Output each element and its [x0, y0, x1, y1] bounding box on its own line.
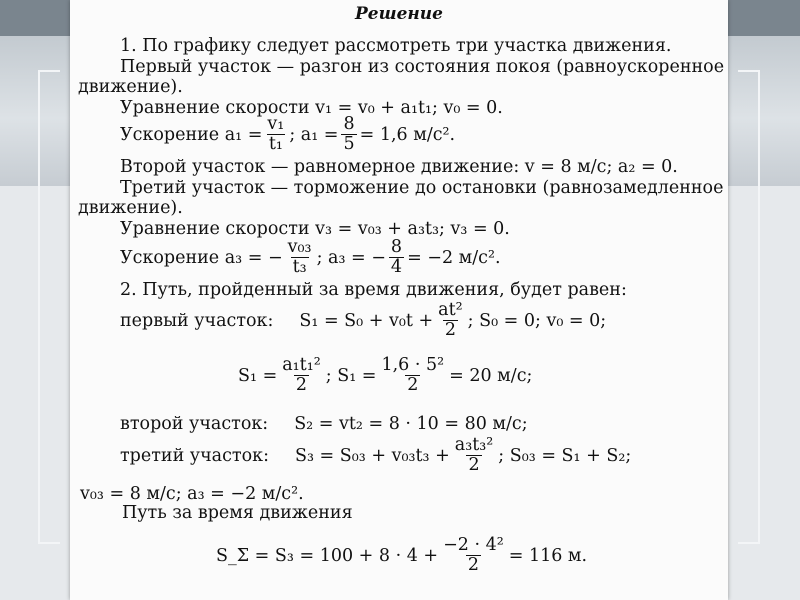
segment3-line2: движение).	[78, 198, 183, 218]
acc3-value-denominator: 4	[390, 257, 403, 277]
segment2-line: Второй участок — равномерное движение: v = 8 м/с; a₂ = 0.	[120, 157, 678, 177]
segment1-distance-value	[238, 356, 532, 395]
given-values: v₀₃ = 8 м/с; a₃ = −2 м/с².	[80, 484, 304, 504]
s1b-numerator: a₁t₁²	[282, 355, 321, 375]
slide-frame-right	[738, 70, 760, 544]
solution-page	[70, 0, 728, 600]
segment3-distance-formula	[120, 436, 631, 475]
speed-equation-1: Уравнение скорости v₁ = v₀ + a₁t₁; v₀ = 0.	[120, 98, 503, 118]
acceleration-1-formula	[120, 115, 455, 154]
acc3-denominator: t₃	[292, 257, 307, 277]
acc1-value-fraction	[341, 115, 356, 154]
acc3-mid: ; a₃ = −	[316, 247, 386, 268]
s1b-value-denominator: 2	[407, 375, 419, 395]
segment3-line1: Третий участок — торможение до остановки (равнозамедленное	[120, 178, 724, 198]
part1-line3: движение).	[78, 77, 183, 97]
final-numerator: −2 · 4²	[443, 535, 504, 555]
s3-fraction	[453, 436, 496, 475]
s1-label: первый участок:	[120, 310, 274, 331]
acc3-numerator: v₀₃	[287, 237, 312, 257]
s1b-value-numerator: 1,6 · 5²	[381, 355, 445, 375]
acc1-result: = 1,6 м/с².	[359, 124, 456, 145]
s1b-value-fraction	[379, 356, 446, 395]
s3-tail: ; S₀₃ = S₁ + S₂;	[498, 445, 632, 466]
part1-line1: 1. По графику следует рассмотреть три участка движения.	[120, 36, 672, 56]
final-denominator: 2	[467, 555, 479, 575]
segment2-distance-formula	[120, 414, 528, 434]
s1-denominator: 2	[444, 320, 456, 340]
acceleration-3-formula	[120, 238, 501, 277]
s1-tail: ; S₀ = 0; v₀ = 0;	[467, 310, 607, 331]
acc1-value-denominator: 5	[343, 134, 355, 154]
s3-label: третий участок:	[120, 445, 269, 466]
acc1-label: Ускорение a₁ =	[120, 124, 263, 145]
acc1-numerator: v₁	[267, 114, 285, 134]
s2-expression: S₂ = vt₂ = 8 · 10 = 80 м/с;	[294, 414, 528, 434]
acc1-fraction	[265, 115, 286, 154]
s1b-denominator: 2	[295, 375, 308, 395]
s3-expression: S₃ = S₀₃ + v₀₃t₃ +	[294, 445, 450, 466]
solution-title: Решение	[355, 4, 443, 24]
s3-numerator: a₃t₃²	[454, 435, 494, 455]
total-distance-formula	[216, 536, 587, 575]
acc3-value-fraction	[389, 238, 404, 277]
acc3-result: = −2 м/с².	[407, 247, 501, 268]
s1-fraction	[436, 301, 464, 340]
s3-denominator: 2	[468, 455, 480, 475]
s1b-mid: ; S₁ =	[325, 365, 377, 386]
s1b-lhs: S₁ =	[238, 365, 278, 386]
acc3-value-numerator: 8	[390, 237, 403, 257]
final-result: = 116 м.	[508, 545, 588, 566]
s2-label: второй участок:	[120, 414, 269, 434]
s1b-result: = 20 м/с;	[449, 365, 533, 386]
final-fraction	[441, 536, 506, 575]
path-label: Путь за время движения	[122, 503, 353, 523]
acc1-denominator: t₁	[268, 134, 283, 154]
part2-line: 2. Путь, пройденный за время движения, будет равен:	[120, 280, 627, 300]
speed-equation-3: Уравнение скорости v₃ = v₀₃ + a₃t₃; v₃ = 0.	[120, 219, 510, 239]
acc3-label: Ускорение a₃ = −	[120, 247, 283, 268]
slide-frame-left	[38, 70, 60, 544]
s1-expression: S₁ = S₀ + v₀t +	[299, 310, 434, 331]
acc3-fraction	[286, 238, 314, 277]
segment1-distance-formula	[120, 301, 606, 340]
acc1-mid: ; a₁ =	[289, 124, 339, 145]
s1-numerator: at²	[438, 300, 463, 320]
s1b-fraction	[280, 356, 323, 395]
part1-line2: Первый участок — разгон из состояния покоя (равноускоренное	[120, 57, 725, 77]
acc1-value-numerator: 8	[343, 114, 355, 134]
final-lhs: S_Σ = S₃ = 100 + 8 · 4 +	[216, 545, 439, 566]
